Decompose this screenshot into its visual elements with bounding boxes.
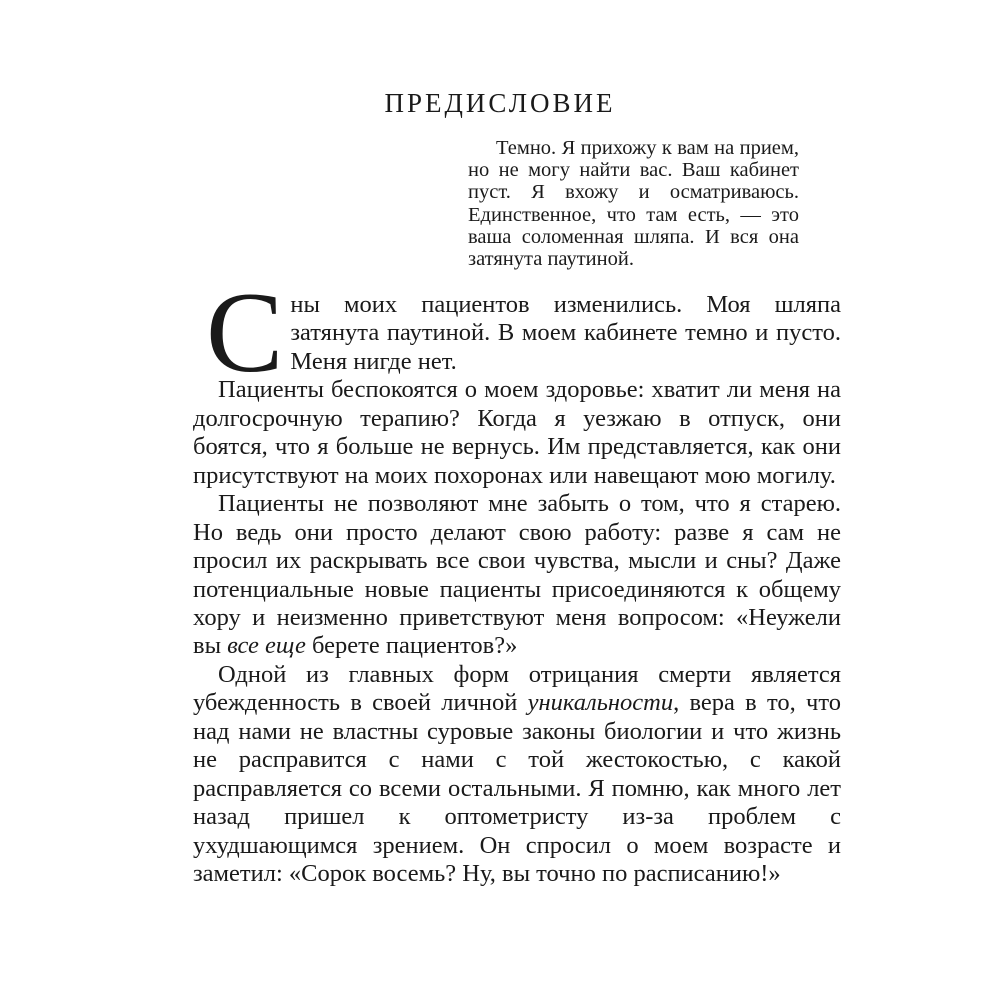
paragraph [193,490,841,661]
drop-cap: С [206,269,284,397]
italic-text-segment: уникальности [527,689,674,717]
text-segment: ны моих пациентов изменились. Моя шляпа затянута паутиной. В моем кабинете темно и пусто. Меня нигде нет. [290,291,841,375]
paragraph [193,376,841,490]
text-segment: Пациенты не позволяют мне забыть о том, что я старею. Но ведь они просто делают свою работу: разве я сам не просил их раскрывать все свои чувства, мысли и сны? Даже потенциальные новые пациенты присоединяются к общему хору и неизменно приветствуют меня вопросом: «Неужели вы [193,490,841,660]
text-segment: берете пациентов?» [305,632,518,660]
paragraph [193,661,841,889]
preface-title: ПРЕДИСЛОВИЕ [384,88,616,118]
epigraph: Темно. Я прихожу к вам на прием, но не могу найти вас. Ваш кабинет пуст. Я вхожу и осматриваюсь. Единственное, что там есть, — это ваша соломенная шляпа. И вся она затянута паутиной. [468,137,799,271]
text-segment: Пациенты беспокоятся о моем здоровье: хватит ли меня на долгосрочную терапию? Когда я уезжаю в отпуск, они боятся, что я больше не вернусь. Им представляется, как они присутствуют на моих похоронах или навещают мою могилу. [193,376,841,489]
text-segment: Одной из главных форм отрицания смерти является убежденность в своей личной [193,660,841,717]
body-text [193,269,841,889]
text-segment: , вера в то, что над нами не властны суровые законы биологии и что жизнь не расправится с нами с той жестокостью, с какой расправляется со всеми остальными. Я помню, как много лет назад пришел к оптометристу из-за проблем с ухудшающимся зрением. Он спросил о моем возрасте и заметил: «Сорок восемь? Ну, вы точно по расписанию!» [193,689,841,888]
italic-text-segment: все еще [227,632,306,660]
paragraph [193,269,841,397]
